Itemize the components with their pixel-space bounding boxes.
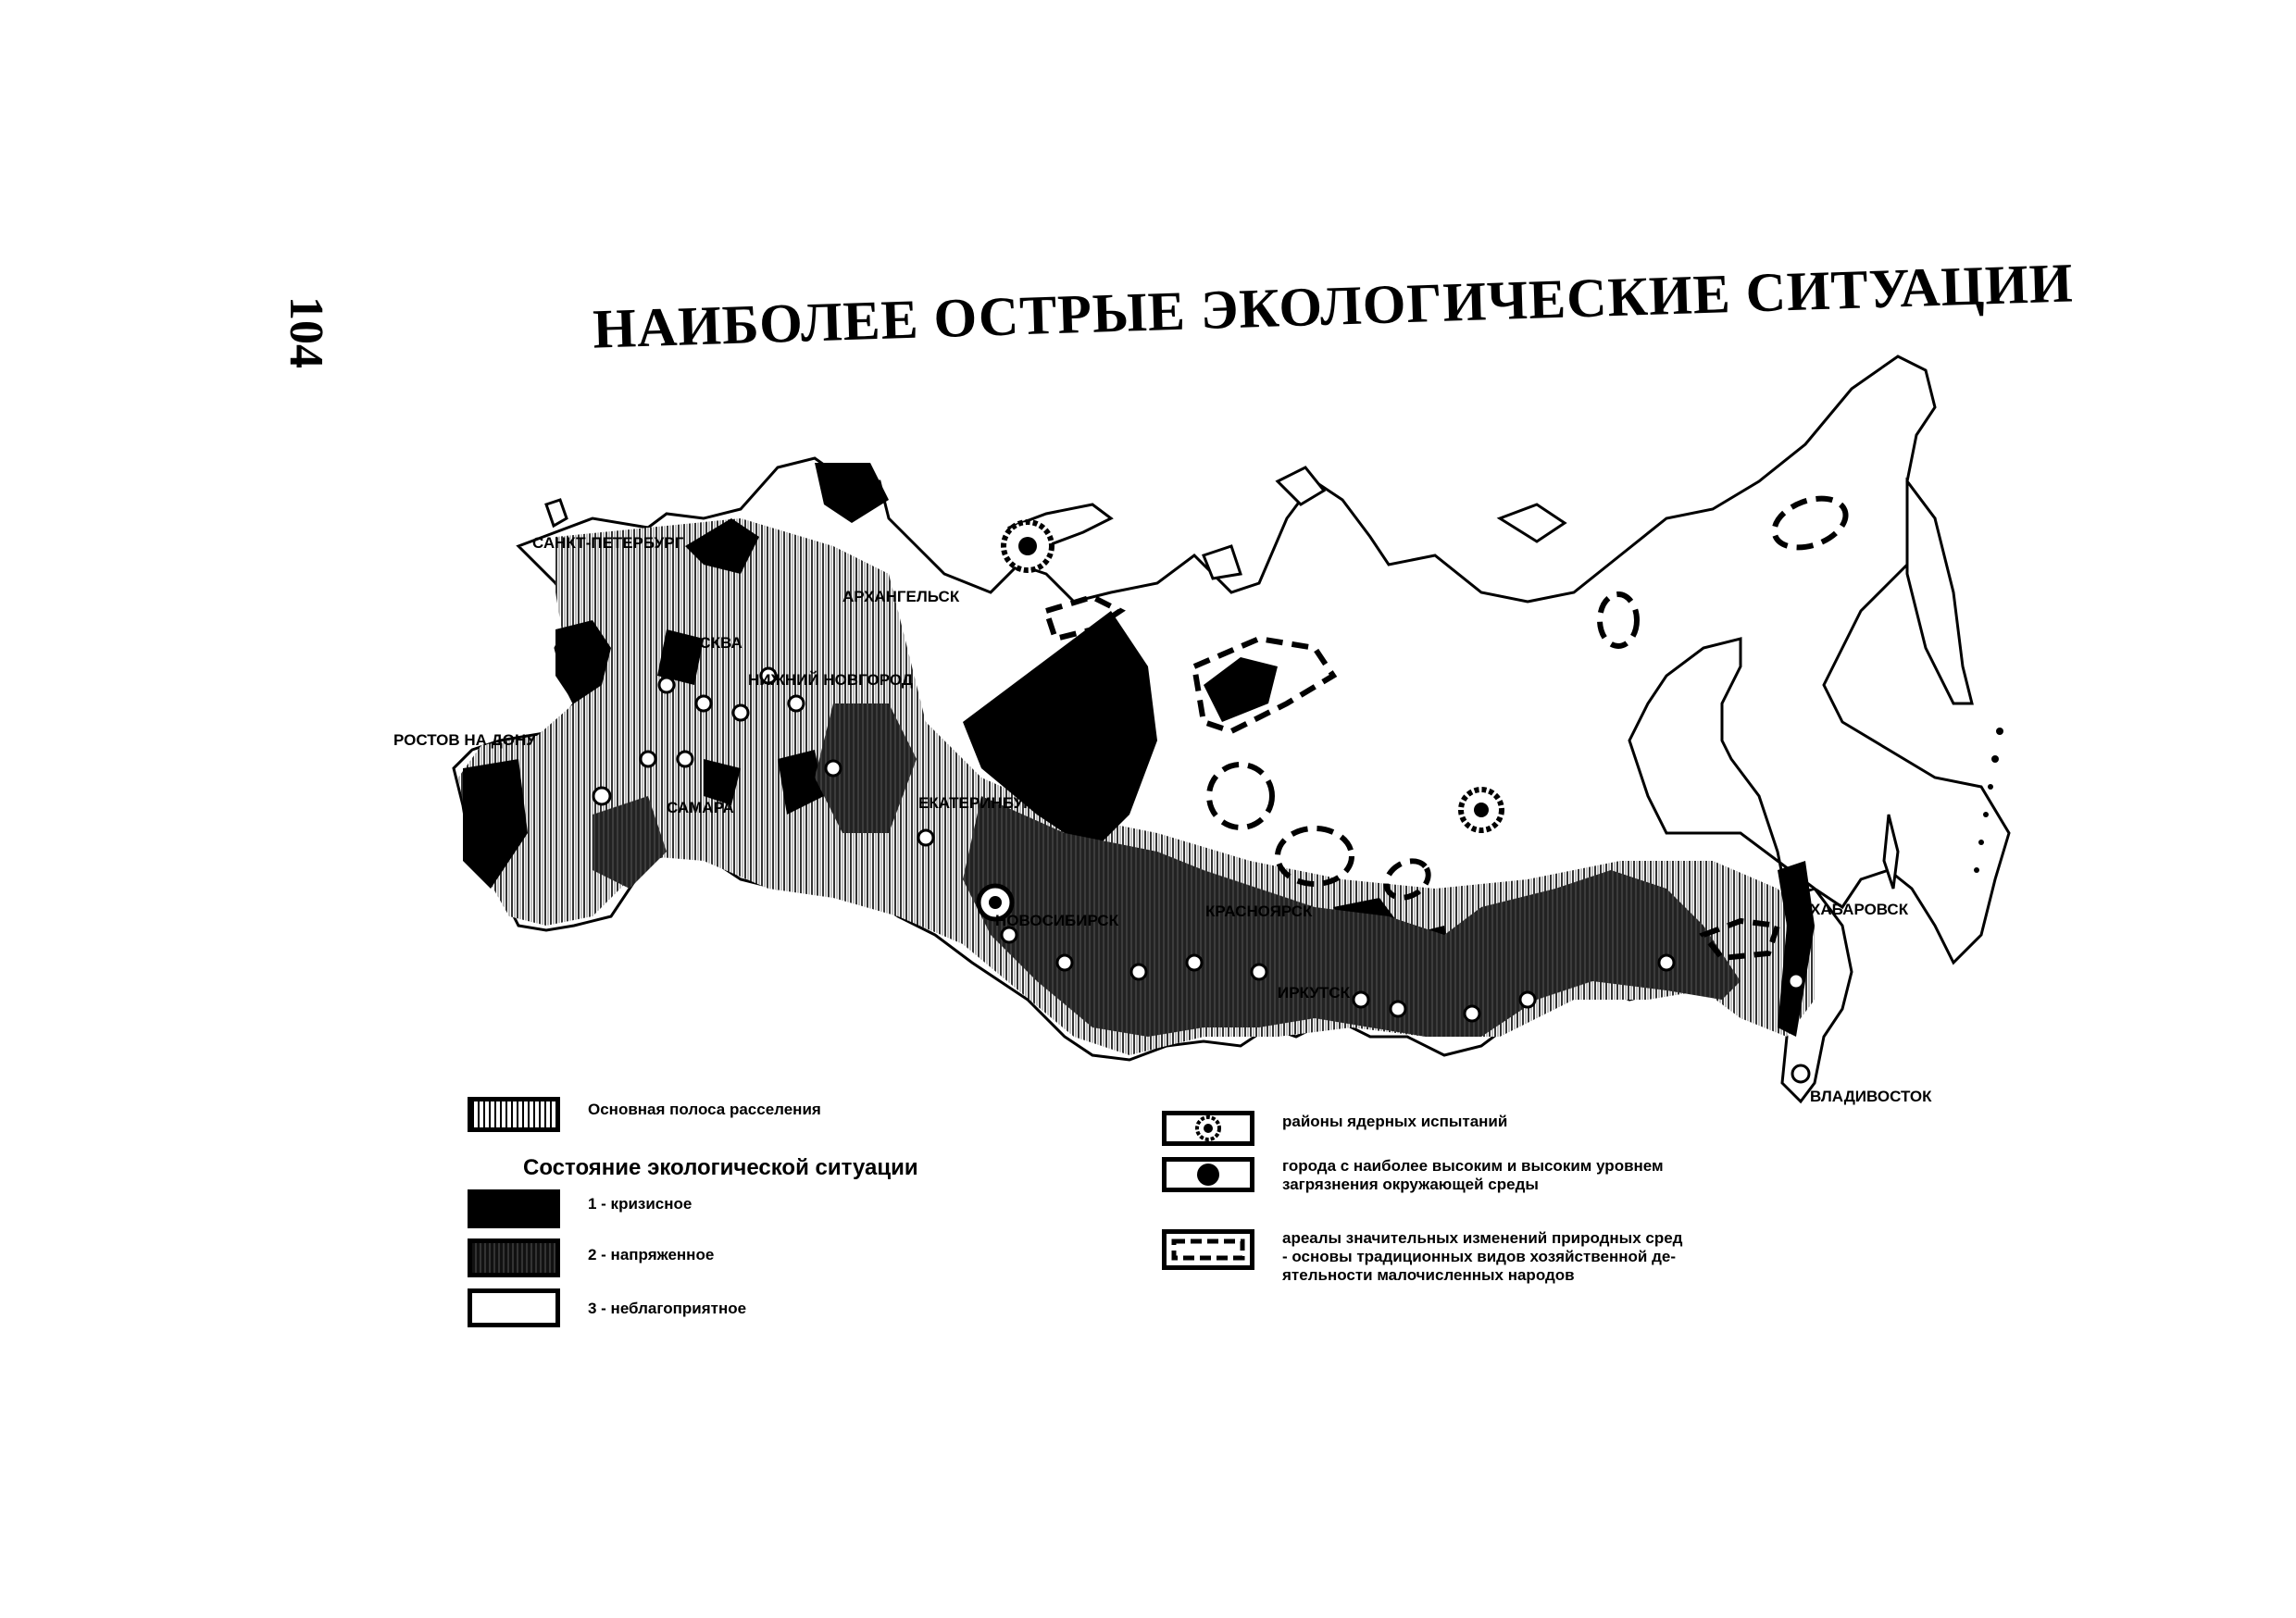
legend-settlement xyxy=(468,1097,821,1132)
dashed-area-icon xyxy=(1169,1237,1247,1263)
legend-heading: Состояние экологической ситуации xyxy=(523,1155,918,1180)
legend-nuclear xyxy=(1162,1111,1507,1146)
map-title: НАИБОЛЕЕ ОСТРЫЕ ЭКОЛОГИЧЕСКИЕ СИТУАЦИИ xyxy=(592,252,2075,360)
legend-pollution-line2: загрязнения окружающей среды xyxy=(1282,1176,1539,1193)
legend-unfavorable xyxy=(468,1288,746,1327)
legend-settlement-swatch xyxy=(468,1097,560,1132)
legend-crisis xyxy=(468,1189,692,1228)
page-number: 104 xyxy=(280,296,332,368)
legend-indigenous-line1: ареалы значительных изменений природных сред xyxy=(1282,1229,1683,1247)
nuclear-yakutia-icon xyxy=(1461,790,1502,830)
nuclear-symbol-icon xyxy=(1190,1114,1227,1142)
legend-unfavorable-label: 3 - неблагоприятное xyxy=(588,1300,747,1317)
city-vladivostok: ВЛАДИВОСТОК xyxy=(1810,1088,1932,1105)
kamchatka xyxy=(1907,481,1972,703)
city-rostov: РОСТОВ НА ДОНУ xyxy=(393,731,536,749)
city-novosibirsk: НОВОСИБИРСК xyxy=(995,912,1119,929)
legend-indigenous-text xyxy=(1282,1229,1682,1285)
legend-nuclear-swatch xyxy=(1162,1111,1254,1146)
legend-unfavorable-swatch xyxy=(468,1288,560,1327)
city-samara: САМАРА xyxy=(667,799,734,816)
legend-indigenous-line3: ятельности малочисленных народов xyxy=(1282,1266,1575,1284)
legend-crisis-swatch xyxy=(468,1189,560,1228)
city-khabarovsk: ХАБАРОВСК xyxy=(1810,901,1909,918)
polluted-city-icon xyxy=(1194,1161,1222,1189)
legend-pollution-text xyxy=(1282,1157,1664,1194)
legend-pollution xyxy=(1162,1157,1664,1194)
legend-indigenous-swatch xyxy=(1162,1229,1254,1270)
legend-crisis-label: 1 - кризисное xyxy=(588,1195,693,1213)
legend-tense-label: 2 - напряженное xyxy=(588,1246,715,1263)
legend-indigenous-line2: - основы традиционных видов хозяйственной де- xyxy=(1282,1248,1676,1265)
city-saint-petersburg: САНКТ-ПЕТЕРБУРГ xyxy=(532,534,684,552)
city-moscow: МОСКВА xyxy=(674,634,742,652)
legend-indigenous xyxy=(1162,1229,1682,1285)
legend-tense-swatch xyxy=(468,1238,560,1277)
legend-pollution-line1: города с наиболее высоким и высоким уровнем xyxy=(1282,1157,1664,1175)
legend-settlement-label: Основная полоса расселения xyxy=(588,1101,821,1118)
legend-pollution-swatch xyxy=(1162,1157,1254,1192)
legend-tense xyxy=(468,1238,714,1277)
city-yekaterinburg: ЕКАТЕРИНБУРГ xyxy=(918,794,1043,812)
kaliningrad xyxy=(546,500,567,526)
city-krasnoyarsk: КРАСНОЯРСК xyxy=(1205,902,1313,920)
city-nizhny-novgorod: НИЖНИЙ НОВГОРОД xyxy=(748,671,913,689)
nuclear-novaya-zemlya-icon xyxy=(1004,522,1052,570)
city-arkhangelsk: АРХАНГЕЛЬСК xyxy=(842,588,960,605)
legend-nuclear-label: районы ядерных испытаний xyxy=(1282,1113,1508,1130)
city-irkutsk: ИРКУТСК xyxy=(1278,984,1350,1002)
